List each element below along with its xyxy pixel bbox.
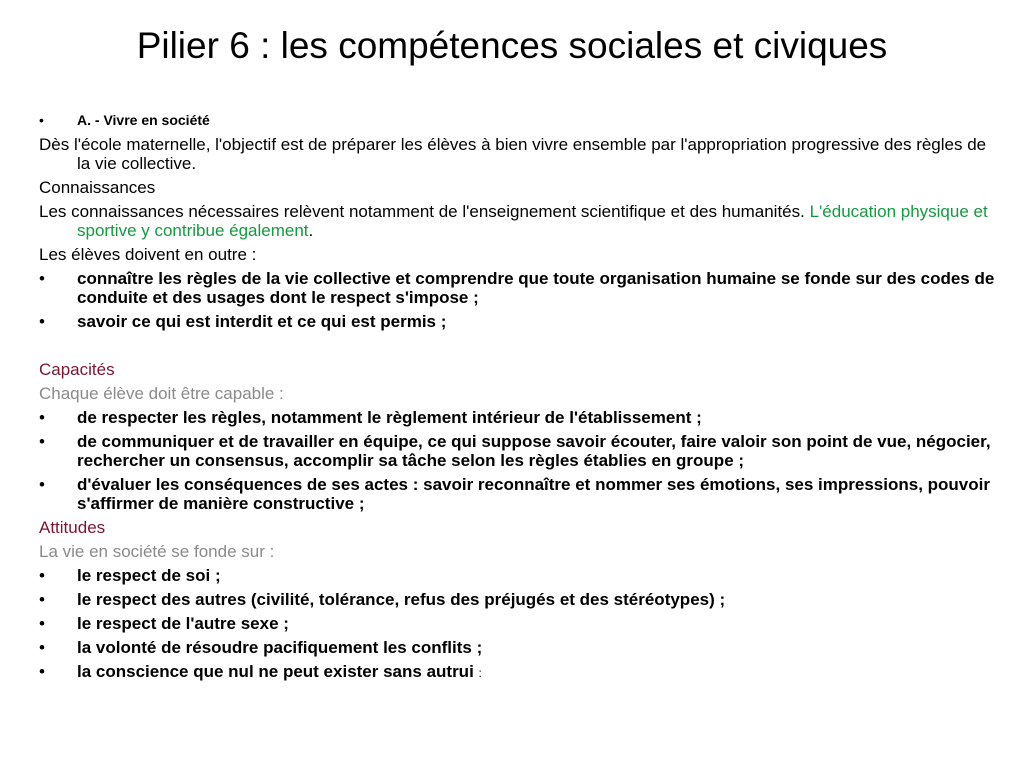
attitudes-heading: Attitudes (39, 518, 106, 537)
list-item-text: la conscience que nul ne peut exister sans autrui (77, 662, 474, 681)
connaissances-lead: Les élèves doivent en outre : (39, 245, 257, 264)
capacites-lead: Chaque élève doit être capable : (39, 384, 284, 403)
eps-link[interactable]: L'éducation physique et sportive y contribue également (77, 202, 988, 240)
connaissances-heading: Connaissances (39, 178, 156, 197)
capacites-heading: Capacités (39, 360, 115, 379)
attitudes-lead: La vie en société se fonde sur : (39, 542, 275, 561)
blank-line (39, 336, 999, 360)
list-item: • la volonté de résoudre pacifiquement les conflits ; (39, 638, 999, 657)
list-item: • d'évaluer les conséquences de ses actes : savoir reconnaître et nommer ses émotions, ses impressions, pouvoir s'affirmer de manière constructive ; (39, 475, 999, 513)
section-a-intro: Dès l'école maternelle, l'objectif est de préparer les élèves à bien vivre ensemble par l'appropriation progressive des règles de la vie collective. (39, 135, 987, 173)
list-item-suffix: : (478, 666, 482, 680)
list-item: • de communiquer et de travailler en équipe, ce qui suppose savoir écouter, faire valoir son point de vue, négocier, rechercher un consensus, accomplir sa tâche selon les règles établies en groupe ; (39, 432, 999, 470)
list-item: • le respect de soi ; (39, 566, 999, 585)
connaissances-text (39, 202, 999, 240)
list-item (39, 662, 999, 683)
connaissances-text-end: . (308, 221, 314, 240)
connaissances-text-main: Les connaissances nécessaires relèvent notamment de l'enseignement scientifique et des humanités. (39, 202, 805, 221)
slide-content (39, 111, 999, 688)
list-item: • connaître les règles de la vie collective et comprendre que toute organisation humaine se fonde sur des codes de conduite et des usages dont le respect s'impose ; (39, 269, 999, 307)
list-item: • savoir ce qui est interdit et ce qui est permis ; (39, 312, 999, 331)
slide-title: Pilier 6 : les compétences sociales et civiques (136, 25, 888, 66)
section-a-heading: • A. - Vivre en société (39, 111, 999, 130)
list-item: • le respect des autres (civilité, tolérance, refus des préjugés et des stéréotypes) ; (39, 590, 999, 609)
list-item: • le respect de l'autre sexe ; (39, 614, 999, 633)
list-item: • de respecter les règles, notamment le règlement intérieur de l'établissement ; (39, 408, 999, 427)
